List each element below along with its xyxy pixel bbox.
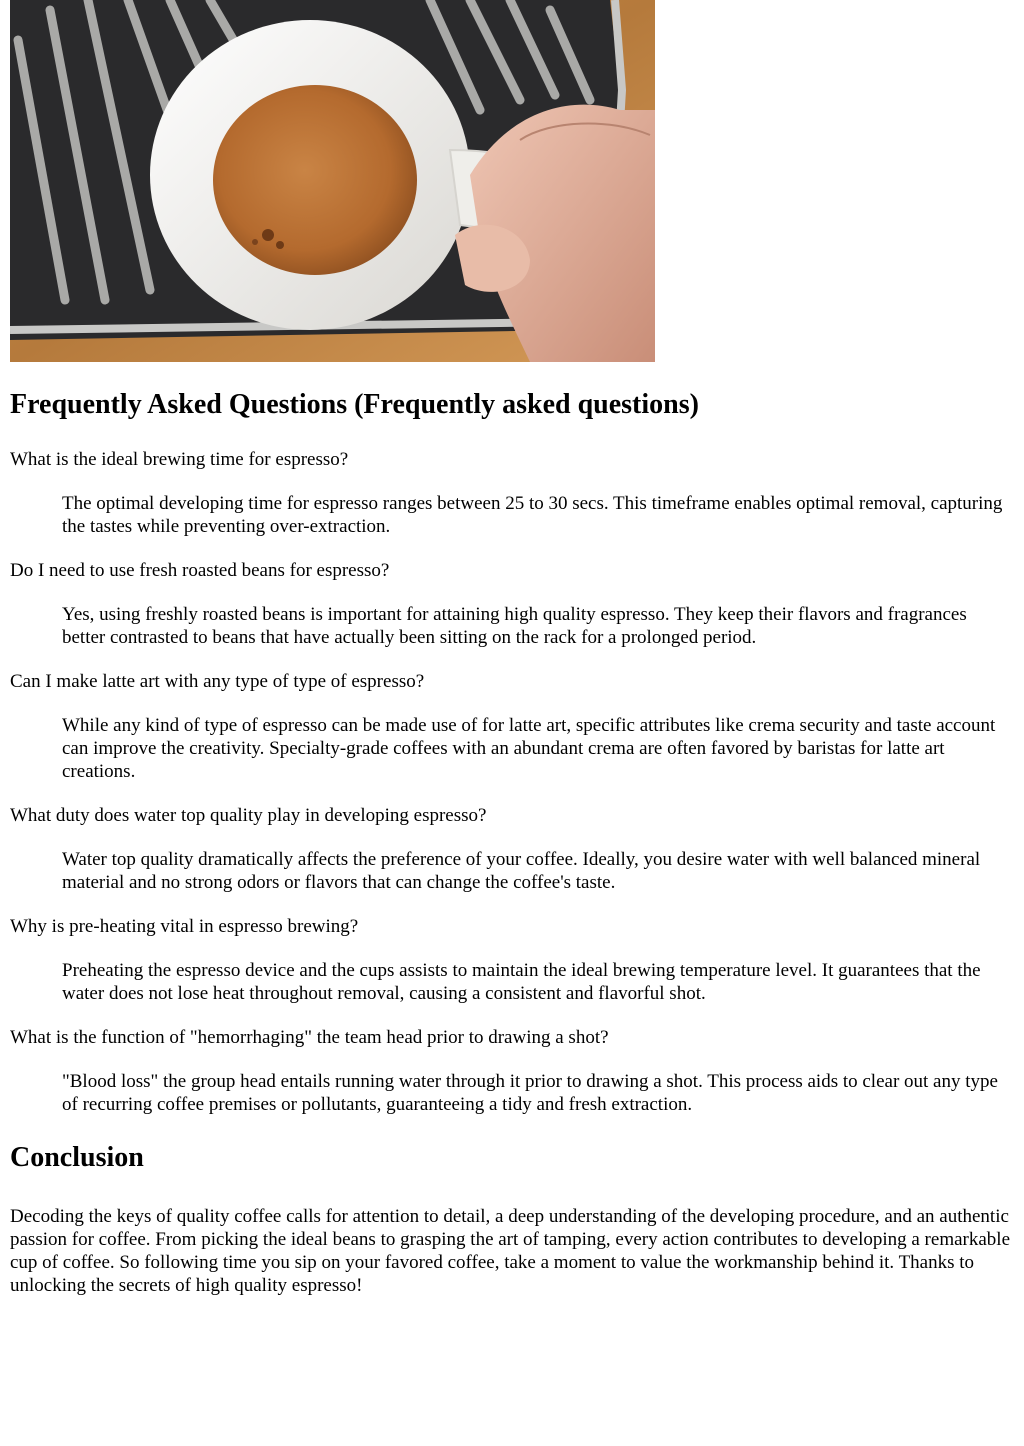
conclusion-paragraph: Decoding the keys of quality coffee calls for attention to detail, a deep understanding of the developing procedure, and an authentic passion for coffee. From picking the ideal beans to grasping the art of tamping, every action contributes to developing a remarkable cup of coffee. So following time you sip on your favored coffee, take a moment to value the workmanship behind it. Thanks to unlocking the secrets of high quality espresso!	[10, 1206, 1011, 1296]
faq-question: What is the ideal brewing time for espresso?	[10, 449, 349, 470]
faq-question: Do I need to use fresh roasted beans for espresso?	[10, 560, 390, 581]
faq-heading: Frequently Asked Questions (Frequently asked questions)	[10, 389, 699, 420]
crema	[213, 85, 417, 275]
faq-answer: While any kind of type of espresso can be made use of for latte art, specific attributes like crema security and taste account can improve the creativity. Specialty-grade coffees with an abundant crema are often favored by baristas for latte art creations.	[62, 715, 996, 782]
faq-answer: The optimal developing time for espresso ranges between 25 to 30 secs. This timeframe enables optimal removal, capturing the tastes while preventing over-extraction.	[62, 493, 1003, 537]
faq-answer: "Blood loss" the group head entails running water through it prior to drawing a shot. This process aids to clear out any type of recurring coffee premises or pollutants, guaranteeing a tidy and fresh extraction.	[62, 1071, 998, 1115]
faq-answer: Preheating the espresso device and the cups assists to maintain the ideal brewing temperature level. It guarantees that the water does not lose heat throughout removal, causing a consistent and flavorful shot.	[62, 960, 981, 1004]
faq-question: Can I make latte art with any type of type of espresso?	[10, 671, 425, 692]
article	[10, 0, 1010, 1297]
photo-illustration	[10, 0, 655, 362]
faq-list	[10, 448, 1010, 1116]
faq-question: Why is pre-heating vital in espresso brewing?	[10, 916, 359, 937]
faq-question: What is the function of "hemorrhaging" the team head prior to drawing a shot?	[10, 1027, 609, 1048]
faq-question: What duty does water top quality play in developing espresso?	[10, 805, 487, 826]
espresso-cup-photo	[10, 0, 655, 362]
conclusion-heading: Conclusion	[10, 1142, 144, 1173]
faq-answer: Water top quality dramatically affects the preference of your coffee. Ideally, you desire water with well balanced mineral material and no strong odors or flavors that can change the coffee's taste.	[62, 849, 981, 893]
faq-answer: Yes, using freshly roasted beans is important for attaining high quality espresso. They keep their flavors and fragrances better contrasted to beans that have actually been sitting on the rack for a prolonged period.	[62, 604, 967, 648]
